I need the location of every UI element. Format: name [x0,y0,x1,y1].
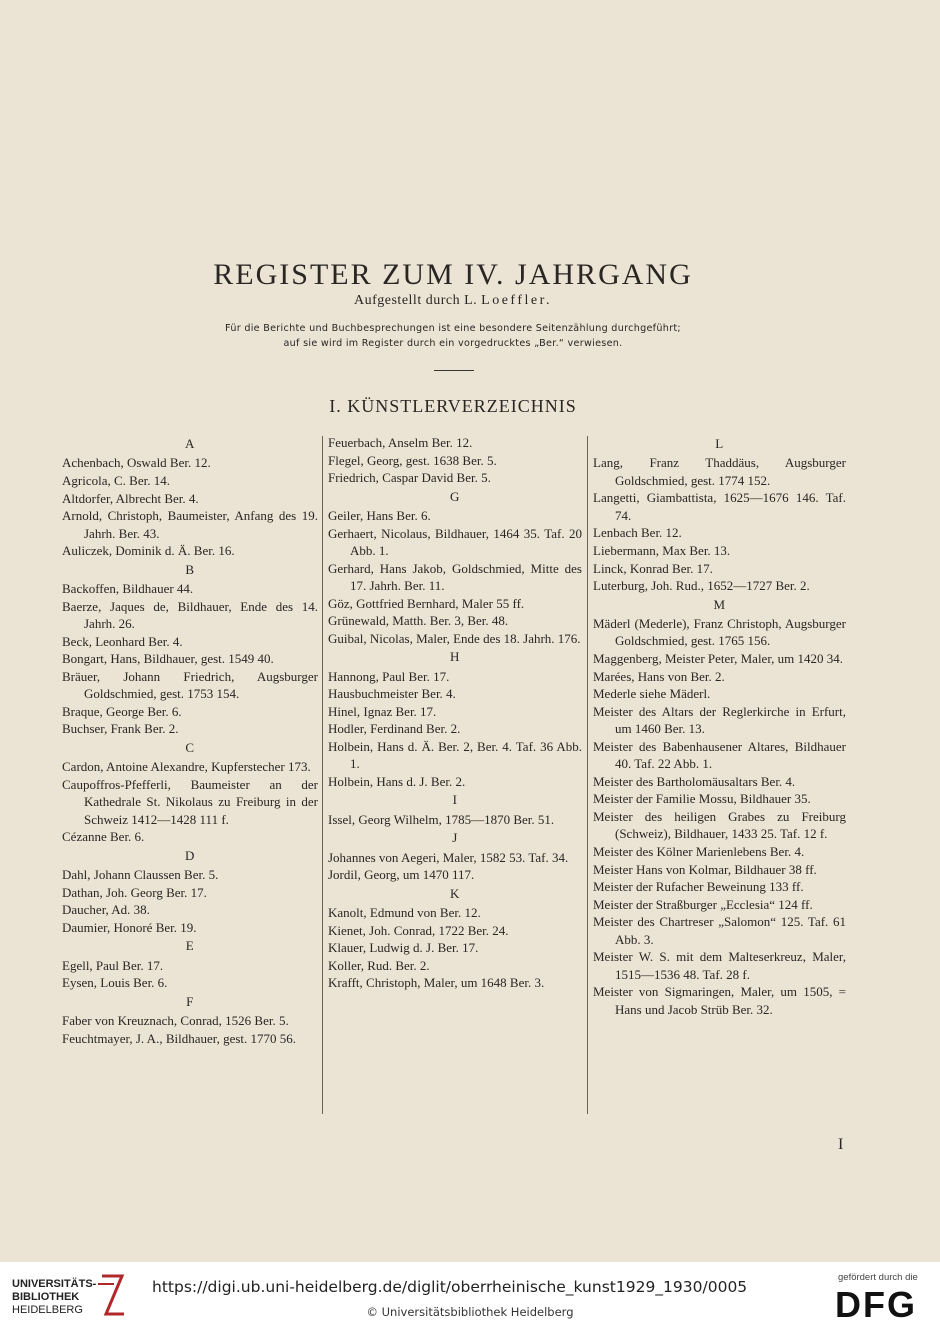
index-entry: Dahl, Johann Claussen Ber. 5. [62,867,219,882]
note-line-1: Für die Berichte und Buchbesprechungen ist eine besondere Seitenzählung durchgeführt; [225,323,681,334]
index-entry: Meister der Rufacher Beweinung 133 ff. [593,879,804,895]
index-entry: Bongart, Hans, Bildhauer, gest. 1549 40. [62,651,274,667]
index-entry: Meister der Straßburger „Ecclesia“ 124 ff. [593,896,813,912]
index-entry: Göz, Gottfried Bernhard, Maler 55 ff. [328,595,525,611]
index-entry: Bräuer, Johann Friedrich, Augsburger Goldschmied, gest. 1753 154. [62,668,318,702]
footer-bar [0,1262,940,1330]
index-entry: Beck, Leonhard Ber. 4. [62,633,183,649]
note-line-2: auf sie wird im Register durch ein vorgedrucktes „Ber.“ verwiesen. [283,338,623,349]
index-entry: Meister der Familie Mossu, Bildhauer 35. [593,791,811,807]
index-entry: Krafft, Christoph, Maler, um 1648 Ber. 3. [328,975,545,991]
index-entry: Marées, Hans von Ber. 2. [593,668,725,684]
title-divider [434,370,474,371]
section-letter: E [185,938,195,954]
index-entry: Guibal, Nicolas, Maler, Ende des 18. Jahrh. 176. [328,630,581,646]
index-entry: Johannes von Aegeri, Maler, 1582 53. Taf. 34. [328,849,569,865]
index-entry: Feuerbach, Anselm Ber. 12. [328,435,473,450]
subtitle-author: Loeffler. [481,293,552,308]
index-entry: Meister von Sigmaringen, Maler, um 1505, = Hans und Jacob Strüb Ber. 32. [593,984,846,1017]
index-entry: Geiler, Hans Ber. 6. [328,508,431,523]
index-entry: Arnold, Christoph, Baumeister, Anfang des 19. Jahrh. Ber. 43. [62,508,318,541]
subtitle [0,293,906,309]
section-letter: K [450,885,460,901]
index-entry: Issel, Georg Wilhelm, 1785—1870 Ber. 51. [328,811,555,827]
index-entry: Meister des Babenhausener Altares, Bildhauer 40. Taf. 22 Abb. 1. [593,738,846,772]
index-entry: Grünewald, Matth. Ber. 3, Ber. 48. [328,613,509,629]
section-title: I. KÜNSTLERVERZEICHNIS [329,396,577,416]
section-letter: M [713,596,726,612]
copyright-text: © Universitätsbibliothek Heidelberg [366,1305,574,1319]
page-number: I [838,1136,844,1153]
index-entry: Meister Hans von Kolmar, Bildhauer 38 ff. [593,861,817,877]
index-entry: Liebermann, Max Ber. 13. [593,543,731,558]
index-entry: Hannong, Paul Ber. 17. [328,668,450,684]
column-divider-2 [587,436,588,1114]
index-entry: Altdorfer, Albrecht Ber. 4. [62,490,199,506]
index-entry: Meister des heiligen Grabes zu Freiburg (Schweiz), Bildhauer, 1433 25. Taf. 12 f. [593,808,846,842]
column-divider-1 [322,436,323,1114]
index-entry: Lenbach Ber. 12. [593,525,682,541]
index-entry: Hausbuchmeister Ber. 4. [328,686,456,702]
index-entry: Friedrich, Caspar David Ber. 5. [328,470,491,486]
section-letter: D [185,847,195,863]
index-entry: Holbein, Hans d. Ä. Ber. 2, Ber. 4. Taf. 36 Abb. 1. [328,738,582,772]
index-entry: Gerhard, Hans Jakob, Goldschmied, Mitte des 17. Jahrh. Ber. 11. [328,560,582,593]
page-title: REGISTER ZUM IV. JAHRGANG [213,258,693,291]
index-entry: Linck, Konrad Ber. 17. [593,560,713,576]
index-entry: Luterburg, Joh. Rud., 1652—1727 Ber. 2. [593,578,810,594]
index-entry: Braque, George Ber. 6. [62,703,182,719]
index-entry: Achenbach, Oswald Ber. 12. [62,455,211,471]
section-letter: G [450,488,460,504]
library-name-line-1: UNIVERSITÄTS- [12,1278,97,1290]
index-entry: Caupoffros-Pfefferli, Baumeister an der Kathedrale St. Nikolaus zu Freiburg in der Schweiz 1412—1428 111 f. [62,776,318,827]
index-entry: Egell, Paul Ber. 17. [62,957,164,973]
index-entry: Holbein, Hans d. J. Ber. 2. [328,773,466,789]
index-entry: Cézanne Ber. 6. [62,829,145,845]
index-entry: Flegel, Georg, gest. 1638 Ber. 5. [328,452,497,468]
index-entry: Mäderl (Mederle), Franz Christoph, Augsburger Goldschmied, gest. 1765 156. [593,616,846,649]
index-entry: Baerze, Jaques de, Bildhauer, Ende des 14. Jahrh. 26. [62,598,318,631]
index-entry: Meister des Bartholomäusaltars Ber. 4. [593,773,796,789]
index-entry: Maggenberg, Meister Peter, Maler, um 1420 34. [593,651,843,666]
section-letter: J [452,830,458,846]
index-entry: Feuchtmayer, J. A., Bildhauer, gest. 1770 56. [62,1030,297,1046]
section-letter: F [186,993,194,1009]
index-entry: Langetti, Giambattista, 1625—1676 146. Taf. 74. [593,490,846,523]
index-entry: Mederle siehe Mäderl. [593,686,711,702]
section-letter: H [450,649,460,665]
index-entry: Jordil, Georg, um 1470 117. [328,867,475,883]
index-entry: Kienet, Joh. Conrad, 1722 Ber. 24. [328,922,509,938]
index-entry: Buchser, Frank Ber. 2. [62,721,179,737]
index-entry: Gerhaert, Nicolaus, Bildhauer, 1464 35. Taf. 20 Abb. 1. [328,525,582,558]
index-entry: Daumier, Honoré Ber. 19. [62,919,197,935]
index-column-1 [62,434,318,1047]
index-entry: Cardon, Antoine Alexandre, Kupferstecher 173. [62,759,311,775]
index-entry: Kanolt, Edmund von Ber. 12. [328,905,481,920]
index-entry: Hinel, Ignaz Ber. 17. [328,703,437,719]
index-column-3 [593,434,846,1018]
library-name-line-2: BIBLIOTHEK [12,1291,80,1303]
funded-by-text: gefördert durch die [838,1272,918,1283]
index-entry: Meister des Kölner Marienlebens Ber. 4. [593,843,805,859]
index-entry: Backoffen, Bildhauer 44. [62,581,194,596]
section-letter: B [185,561,195,577]
index-column-2 [328,434,582,992]
index-entry: Lang, Franz Thaddäus, Augsburger Goldschmied, gest. 1774 152. [593,455,846,488]
index-entry: Dathan, Joh. Georg Ber. 17. [62,884,207,900]
index-entry: Faber von Kreuznach, Conrad, 1526 Ber. 5. [62,1013,289,1028]
index-entry: Koller, Rud. Ber. 2. [328,957,430,973]
section-letter: I [452,792,458,808]
dfg-logo[interactable]: DFG [835,1284,917,1325]
index-entry: Meister des Chartreser „Salomon“ 125. Taf. 61 Abb. 3. [593,914,846,947]
section-letter: A [185,436,195,451]
subtitle-prefix: Aufgestellt durch L. [354,293,478,308]
index-entry: Eysen, Louis Ber. 6. [62,975,168,991]
section-letter: L [715,436,724,451]
index-entry: Hodler, Ferdinand Ber. 2. [328,721,461,737]
document-url-link[interactable]: https://digi.ub.uni-heidelberg.de/diglit/oberrheinische_kunst1929_1930/0005 [152,1278,748,1296]
index-entry: Daucher, Ad. 38. [62,902,150,918]
section-letter: C [185,739,195,755]
index-entry: Klauer, Ludwig d. J. Ber. 17. [328,940,479,956]
index-entry: Meister des Altars der Reglerkirche in Erfurt, um 1460 Ber. 13. [593,703,846,737]
library-name-line-3: HEIDELBERG [12,1304,83,1316]
index-entry: Agricola, C. Ber. 14. [62,473,170,488]
index-entry: Meister W. S. mit dem Malteserkreuz, Maler, 1515—1536 48. Taf. 28 f. [593,949,846,982]
index-entry: Auliczek, Dominik d. Ä. Ber. 16. [62,543,235,559]
